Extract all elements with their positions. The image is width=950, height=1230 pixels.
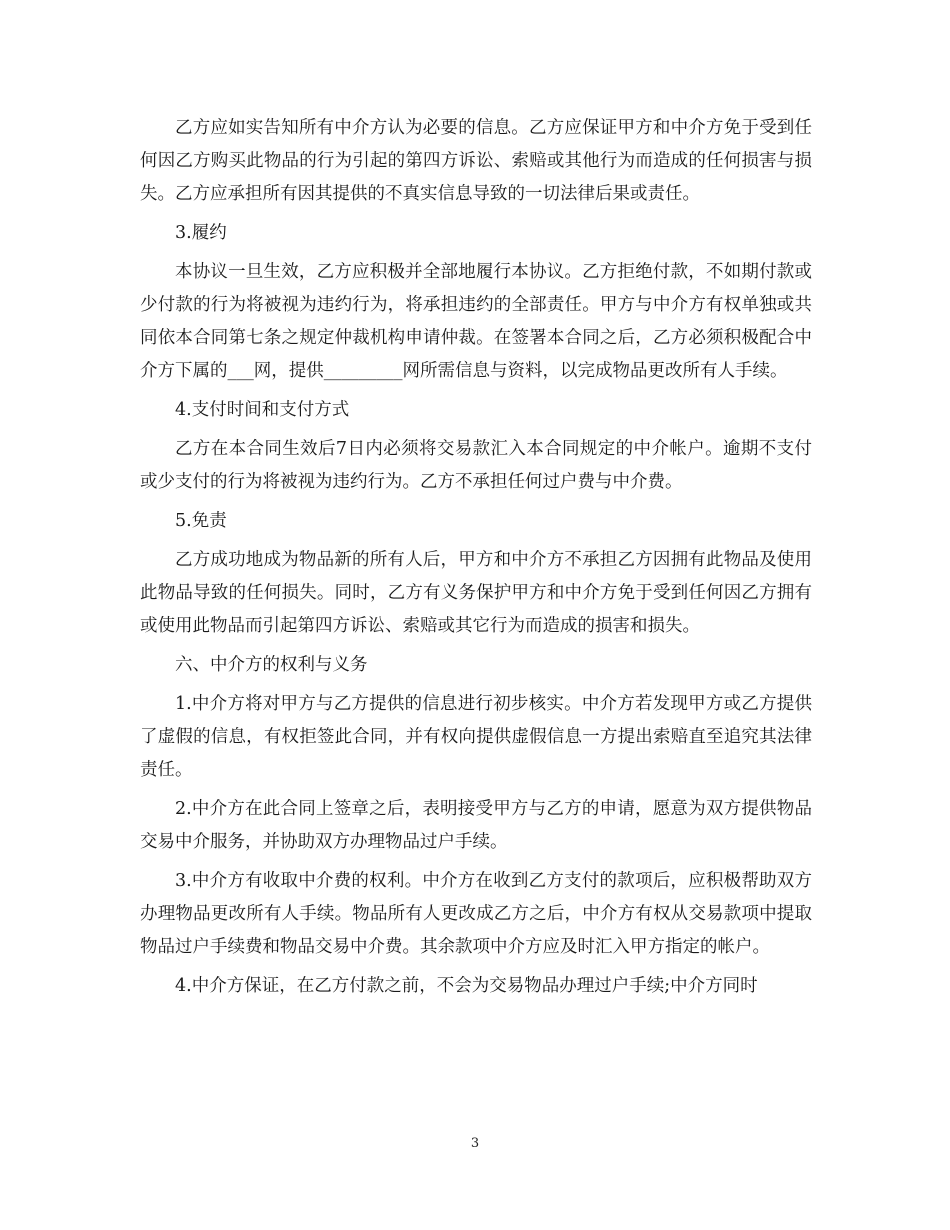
- paragraph-buyer-disclosure: 乙方应如实告知所有中介方认为必要的信息。乙方应保证甲方和中介方免于受到任何因乙方购买此物品的行为引起的第四方诉讼、索赔或其他行为而造成的任何损害与损失。乙方应承担所有因其提供的不真实信息导致的一切法律后果或责任。: [140, 118, 812, 204]
- document-body: [140, 112, 812, 1009]
- section-heading-intermediary-rights: 六、中介方的权利与义务: [175, 655, 368, 675]
- paragraph-exemption: 乙方成功地成为物品新的所有人后，甲方和中介方不承担乙方因拥有此物品及使用此物品导致的任何损失。同时，乙方有义务保护甲方和中介方免于受到任何因乙方拥有或使用此物品而引起第四方诉讼、索赔或其它行为而造成的损害和损失。: [140, 550, 812, 636]
- paragraph-intermediary-guarantee: 4.中介方保证，在乙方付款之前，不会为交易物品办理过户手续;中介方同时: [175, 976, 758, 996]
- paragraph-payment: 乙方在本合同生效后7日内必须将交易款汇入本合同规定的中介帐户。逾期不支付或少支付的行为将被视为违约行为。乙方不承担任何过户费与中介费。: [140, 439, 812, 492]
- paragraph-intermediary-fee: 3.中介方有收取中介费的权利。中介方在收到乙方支付的款项后，应积极帮助双方办理物品更改所有人手续。物品所有人更改成乙方之后，中介方有权从交易款项中提取物品过户手续费和物品交易中介费。其余款项中介方应及时汇入甲方指定的帐户。: [140, 871, 812, 957]
- section-heading-performance: 3.履约: [175, 223, 227, 243]
- section-heading-payment: 4.支付时间和支付方式: [175, 400, 350, 420]
- section-heading-exemption: 5.免责: [175, 511, 227, 531]
- paragraph-intermediary-verification: 1.中介方将对甲方与乙方提供的信息进行初步核实。中介方若发现甲方或乙方提供了虚假的信息，有权拒签此合同，并有权向提供虚假信息一方提出索赔直至追究其法律责任。: [140, 694, 812, 780]
- paragraph-performance: 本协议一旦生效，乙方应积极并全部地履行本协议。乙方拒绝付款，不如期付款或少付款的行为将被视为违约行为，将承担违约的全部责任。甲方与中介方有权单独或共同依本合同第七条之规定仲裁机构申请仲裁。在签署本合同之后，乙方必须积极配合中介方下属的___网，提供_________网所需信息与资料，以完成物品更改所有人手续。: [140, 262, 812, 381]
- paragraph-intermediary-acceptance: 2.中介方在此合同上签章之后，表明接受甲方与乙方的申请，愿意为双方提供物品交易中介服务，并协助双方办理物品过户手续。: [140, 799, 812, 852]
- page-number: 3: [470, 1136, 480, 1151]
